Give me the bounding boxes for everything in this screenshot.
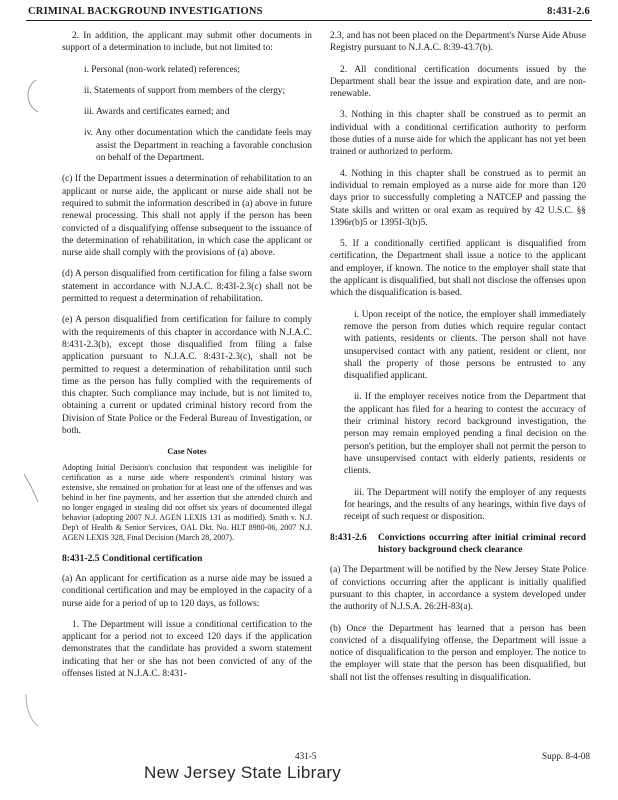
paragraph: (c) If the Department issues a determination of rehabilitation to an applicant or nurse aide, the applicant or nurse aide shall not be required to submit the information described in (a) above in future renewal processing. This shall not apply if the person has been convicted of a disqualifying offense subsequent to the issuance of the determination of rehabilitation, in which case the applicant or nurse aide shall comply with the provisions of (a) above. [62,174,312,259]
paragraph: (b) Once the Department has learned that a person has been convicted of a disqualifying offense, the Department will issue a notice of disqualification to the person and employer. The notice to the employer will state that the person has been disqualified, but shall not list the offenses resulting in disqualification. [330,623,586,683]
section-heading [330,532,586,556]
header-rule [26,20,592,21]
right-column [330,30,586,693]
paragraph: 1. The Department will issue a conditional certification to the applicant for a period not to exceed 120 days if the application demonstrates that the candidate has provided a sworn statement indicating that her or she has not been convicted of any of the offenses listed at N.J.A.C. 8:431- [62,619,312,679]
header-title: CRIMINAL BACKGROUND INVESTIGATIONS [28,6,263,17]
margin-binding-mark [20,470,42,506]
section-heading: 8:431-2.5 Conditional certification [62,552,203,564]
paragraph: (e) A person disqualified from certification for failure to comply with the requirements of this chapter in accordance with N.J.A.C. 8:431-2.3(b), except those disqualified from filing a false application pursuant to N.J.A.C. 8:431-2.3(c), shall not be permitted to request a determination of rehabilitation until such time as the person has fully complied with the requirements of this chapter. Such compliance may include, but is not limited to, obtaining a current or updated criminal history record from the Division of State Police or the Federal Bureau of Investigation, or both. [62,315,312,437]
list-item: iii. Awards and certificates earned; and [84,107,230,118]
list-item: i. Upon receipt of the notice, the employer shall immediately remove the person from duties which require regular contact with patients, residents or clients. The person shall not have unsupervised contact with any patient, resident or client, nor shall the property of those persons be entrusted to any disqualified applicant. [344,309,586,382]
paragraph: (a) The Department will be notified by the New Jersey State Police of convictions occurring after the applicant is initially qualified pursuant to this chapter, in accordance a system developed under the authority of N.J.S.A. 26:2H-83(a). [330,565,586,613]
left-column [62,30,312,689]
paragraph: 3. Nothing in this chapter shall be construed as to permit an individual with a conditional certification authority to perform those duties of a nurse aide for which the applicant has not yet been trained or authorized to perform. [330,110,586,158]
running-header [28,4,590,20]
list-item: i. Personal (non-work related) references; [84,64,240,75]
paragraph: (a) An applicant for certification as a nurse aide may be issued a conditional certification and may be employed in the capacity of a nurse aide for a period of up to 120 days, as follows: [62,573,312,609]
case-notes-heading: Case Notes [167,447,207,457]
section-title: Convictions occurring after initial criminal record history background check clearance [378,533,586,556]
case-note: Adopting Initial Decision's conclusion that respondent was ineligible for certification as a nurse aide where respondent's criminal history was extensive, she remained on probation for at least one of the offenses and was behind in her fine payments, and her assertion that she attended church and no longer engaged in stealing did not offset six years of documented illegal behavior (adopting 2007 N.J. AGEN LEXIS 131 as modified). Smith v. N.J. Dep't of Health & Senior Services, OAL Dkt. No. HLT 8980-06, 2007 N.J. AGEN LEXIS 328, Final Decision (March 28, 2007). [62,462,312,542]
library-stamp: New Jersey State Library [144,763,342,782]
section-number: 8:431-2.6 [330,533,367,544]
list-item: ii. Statements of support from members of the clergy; [84,85,286,96]
list-item: iii. The Department will notify the employer of any requests for hearings, and the results of any hearings, within five days of receipt of such request or disposition. [344,487,586,523]
margin-binding-mark [20,692,42,728]
list-item: ii. If the employer receives notice from the Department that the applicant has filed for a hearing to contest the accuracy of their criminal history record background investigation, the person may remain employed pending a final decision on the person's petition, but the employer shall not permit the person to have unsupervised contact with elderly patients, residents or clients. [344,392,586,477]
paragraph: 4. Nothing in this chapter shall be construed as to permit an individual to remain employed as a nurse aide for more than 120 days prior to successfully completing a NATCEP and passing the State skills and written or oral exam as required by 42 U.S.C. §§ 1396r(b)5 or 1395I-3(b)5. [330,168,586,228]
header-section-number: 8:431-2.6 [547,6,590,17]
margin-binding-mark [20,78,42,114]
list-item: iv. Any other documentation which the candidate feels may assist the Department in reaching a favorable conclusion on behalf of the Department. [84,128,312,164]
supplement-date: Supp. 8-4-08 [542,751,590,761]
page-number: 431-5 [295,751,317,761]
paragraph: 5. If a conditionally certified applicant is disqualified from certification, the Department shall issue a notice to the applicant and employer, if known. The notice to the employer shall state that the applicant is disqualified, but shall not disclose the offenses upon which the disqualification is based. [330,239,586,299]
paragraph: (d) A person disqualified from certification for filing a false sworn statement in accordance with N.J.A.C. 8:43I-2.3(c) shall not be permitted to request a determination of rehabilitation. [62,269,312,305]
paragraph: 2.3, and has not been placed on the Department's Nurse Aide Abuse Registry pursuant to N.J.A.C. 8:39-43.7(b). [330,31,586,54]
paragraph: 2. In addition, the applicant may submit other documents in support of a determination to include, but not limited to: [62,31,312,54]
paragraph: 2. All conditional certification documents issued by the Department shall bear the issue and expiration date, and are non-renewable. [330,64,586,100]
